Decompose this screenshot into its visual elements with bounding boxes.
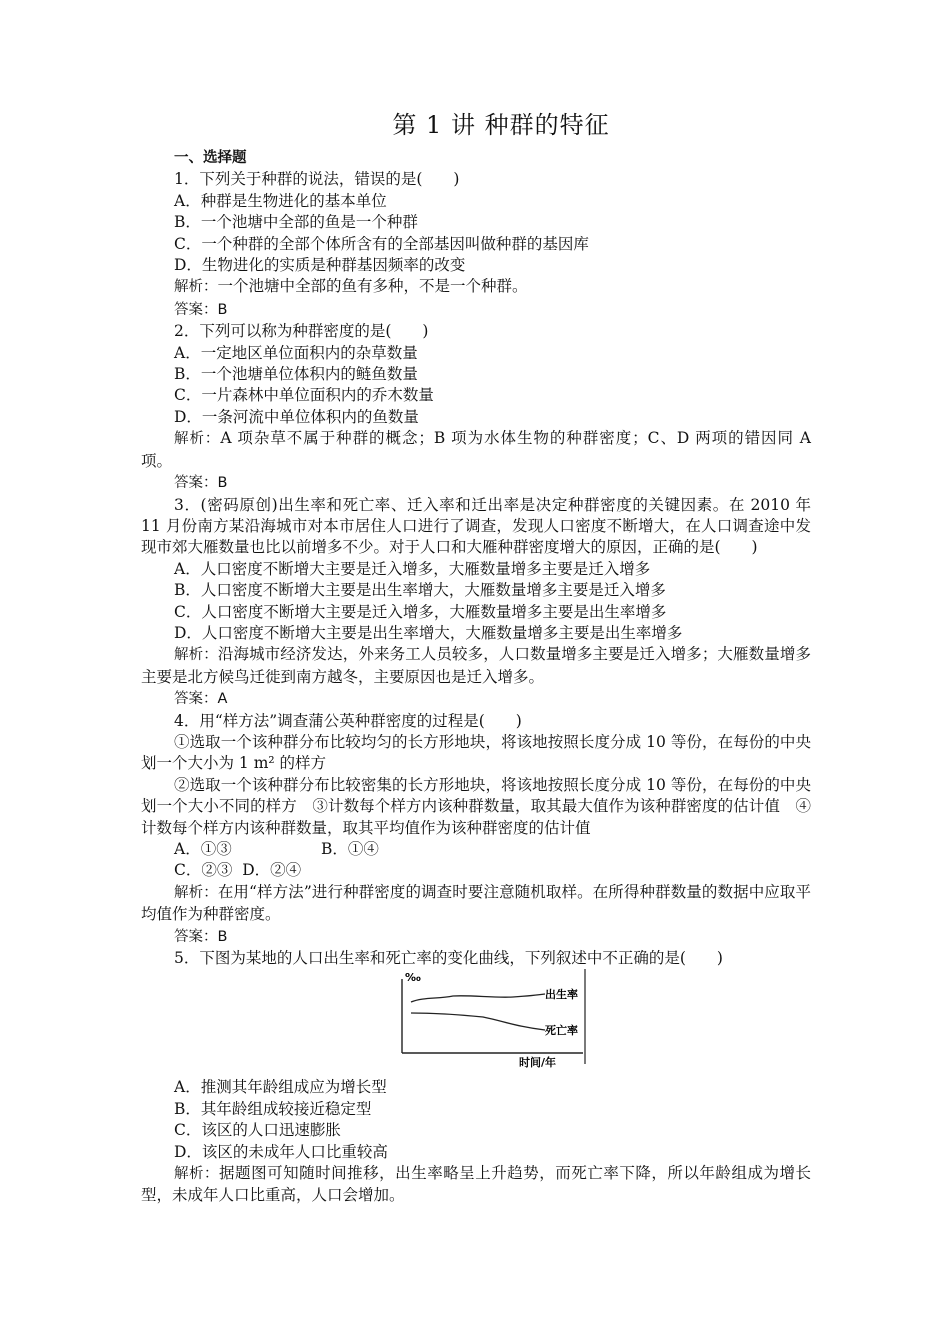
question-2-option-a: A．一定地区单位面积内的杂草数量 (174, 343, 418, 362)
question-2-analysis (141, 428, 811, 472)
question-3-option-c: C．人口密度不断增大主要是迁入增多，大雁数量增多主要是出生率增多 (174, 602, 667, 621)
analysis-label: 解析： (174, 647, 218, 664)
question-4-analysis (141, 882, 811, 926)
question-5-analysis (141, 1163, 811, 1207)
question-4-item-2: ②选取一个该种群分布比较密集的长方形地块，将该地按照长度分成 10 等份，在每份的中央划一个大小不同的样方 ③计数每个样方内该种群数量，取其最大值作为该种群密度的估计值 ④计数每个样方内该种群数量，取其平均值作为该种群密度的估计值 (141, 775, 811, 837)
question-1-answer (141, 299, 811, 321)
question-3-option-d: D．人口密度不断增大主要是出生率增大，大雁数量增多主要是出生率增多 (174, 623, 683, 642)
question-3-option-b: B．人口密度不断增大主要是出生率增大，大雁数量增多主要是迁入增多 (174, 581, 666, 600)
analysis-text: 在用“样方法”进行种群密度的调查时要注意随机取样。在所得种群数量的数据中应取平均值作为种群密度。 (141, 882, 812, 924)
question-2-stem: 2．下列可以称为种群密度的是( ) (174, 322, 429, 341)
rate-curve-diagram (393, 969, 593, 1069)
question-4-answer (141, 926, 811, 948)
analysis-label: 解析： (174, 884, 218, 901)
x-axis-label: 时间/年 (519, 1056, 557, 1070)
analysis-text: A 项杂草不属于种群的概念；B 项为水体生物的种群密度；C、D 两项的错因同 A 项。 (141, 429, 811, 470)
birth-rate-label: 出生率 (545, 988, 578, 1002)
question-5-option-b: B．其年龄组成较接近稳定型 (174, 1099, 372, 1118)
question-3-stem: 3．(密码原创)出生率和死亡率、迁入率和迁出率是决定种群密度的关键因素。在 2010 年 11 月份南方某沿海城市对本市居住人口进行了调查，发现人口密度不断增大，在人口调查途中发现市郊大雁数量也比以前增多不少。对于人口和大雁种群密度增大的原因，正确的是( ) (141, 495, 811, 557)
question-4-option-b: B．①④ (321, 840, 379, 858)
analysis-text: 一个池塘中全部的鱼有多种，不是一个种群。 (217, 277, 528, 296)
question-2-option-b: B．一个池塘单位体积内的鲢鱼数量 (174, 365, 418, 384)
birth-rate-curve (411, 994, 545, 1002)
analysis-label: 解析： (174, 279, 218, 296)
question-3-analysis (141, 644, 811, 688)
answer-label: 答案： (174, 928, 218, 945)
question-4-option-a: A．①③ (174, 840, 232, 858)
answer-label: 答案： (174, 301, 218, 318)
birth-death-rate-figure (141, 969, 811, 1077)
question-4-options-row-2 (141, 860, 811, 881)
question-5-stem: 5．下图为某地的人口出生率和死亡率的变化曲线，下列叙述中不正确的是( ) (174, 949, 723, 968)
question-4-stem: 4．用“样方法”调查蒲公英种群密度的过程是( ) (174, 711, 522, 730)
answer-value: A (217, 691, 228, 708)
page-title: 第 1 讲 种群的特征 (392, 111, 610, 139)
question-3-answer (141, 688, 811, 710)
death-rate-curve (411, 1013, 545, 1030)
death-rate-label: 死亡率 (545, 1024, 578, 1038)
question-1-option-a: A．种群是生物进化的基本单位 (174, 191, 387, 210)
answer-value: B (217, 475, 228, 492)
question-3-option-a: A．人口密度不断增大主要是迁入增多，大雁数量增多主要是迁入增多 (174, 559, 651, 578)
analysis-text: 据题图可知随时间推移，出生率略呈上升趋势，而死亡率下降，所以年龄组成为增长型，未成年人口比重高，人口会增加。 (141, 1164, 811, 1205)
answer-label: 答案： (174, 691, 218, 708)
question-5-option-c: C．该区的人口迅速膨胀 (174, 1121, 341, 1140)
question-4-options-row-1 (141, 839, 811, 860)
answer-label: 答案： (174, 475, 218, 492)
question-4-option-c: C．②③ (174, 861, 233, 880)
question-1-option-d: D．生物进化的实质是种群基因频率的改变 (174, 256, 466, 275)
section-heading: 一、选择题 (174, 150, 247, 166)
question-1-analysis (141, 276, 811, 298)
document-body (141, 148, 811, 1207)
answer-value: B (217, 301, 228, 318)
analysis-text: 沿海城市经济发达，外来务工人员较多，人口数量增多主要是迁入增多；大雁数量增多主要是北方候鸟迁徙到南方越冬，主要原因也是迁入增多。 (141, 645, 811, 686)
analysis-label: 解析： (174, 431, 221, 448)
y-unit-label: ‰ (405, 971, 421, 985)
question-4-option-d: D．②④ (242, 861, 302, 880)
question-5-option-d: D．该区的未成年人口比重较高 (174, 1142, 388, 1161)
analysis-label: 解析： (174, 1166, 220, 1183)
question-2-answer (141, 472, 811, 494)
question-5-option-a: A．推测其年龄组成应为增长型 (174, 1078, 387, 1097)
question-1-option-c: C．一个种群的全部个体所含有的全部基因叫做种群的基因库 (174, 234, 589, 253)
question-1-stem: 1．下列关于种群的说法，错误的是( ) (174, 170, 460, 189)
question-2-option-d: D．一条河流中单位体积内的鱼数量 (174, 407, 419, 426)
question-4-item-1: ①选取一个该种群分布比较均匀的长方形地块，将该地按照长度分成 10 等份，在每份的中央划一个大小为 1 m² 的样方 (141, 732, 811, 773)
question-2-option-c: C．一片森林中单位面积内的乔木数量 (174, 386, 434, 405)
answer-value: B (217, 928, 228, 945)
question-1-option-b: B．一个池塘中全部的鱼是一个种群 (174, 213, 418, 232)
